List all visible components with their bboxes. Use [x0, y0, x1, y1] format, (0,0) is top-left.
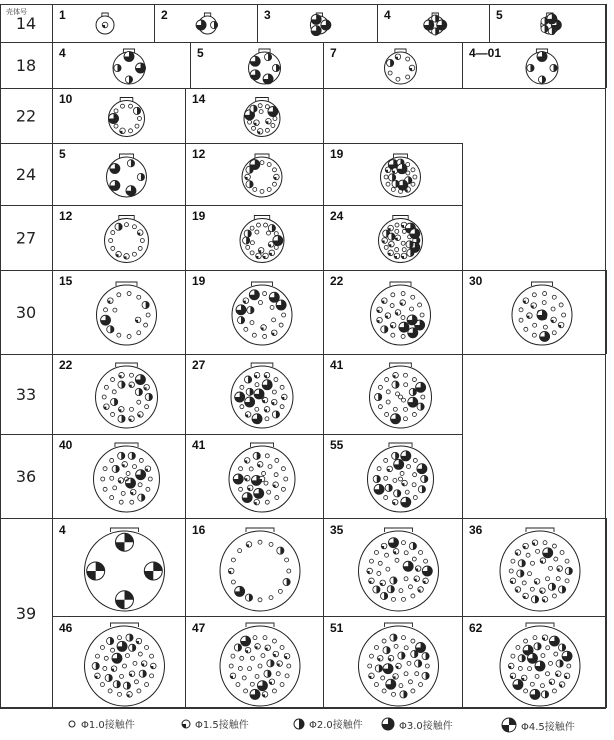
- connector-face: [381, 154, 421, 197]
- insert-number: 62: [469, 621, 483, 635]
- connector-face: [368, 443, 434, 512]
- legend-item-2: [180, 716, 249, 731]
- shell-size-label: 24: [15, 165, 37, 184]
- shell-size-label: 39: [15, 604, 37, 623]
- legend-label: Φ4.5接触件: [521, 721, 575, 733]
- connector-face: [105, 216, 149, 263]
- insert-number: 1: [59, 8, 66, 22]
- connector-face: [232, 282, 292, 345]
- shell-size-label: 27: [15, 228, 37, 248]
- connector-face: [512, 282, 572, 345]
- insert-number: 16: [192, 523, 206, 537]
- shell-size-label: 30: [15, 303, 37, 322]
- insert-number: 4: [384, 8, 391, 22]
- connector-face: [220, 623, 300, 706]
- connector-face: [96, 363, 158, 428]
- insert-number: 4: [59, 46, 66, 60]
- connector-face: [196, 13, 218, 34]
- connector-face: [541, 13, 561, 35]
- connector-face: [97, 282, 157, 345]
- contact-3-0-icon: [380, 716, 396, 732]
- contact-4-5-icon: [500, 716, 518, 734]
- insert-number: 41: [330, 358, 344, 372]
- insert-number: 3: [264, 8, 271, 22]
- connector-face: [242, 154, 282, 197]
- legend-label: Φ1.0接触件: [81, 720, 135, 731]
- legend: [0, 712, 614, 736]
- connector-face: [359, 528, 439, 611]
- insert-number: 5: [496, 8, 503, 22]
- insert-number: 40: [59, 438, 73, 452]
- legend-item-3: [292, 716, 363, 731]
- insert-number: 41: [192, 438, 206, 452]
- connector-face: [385, 49, 417, 84]
- insert-number: 10: [59, 92, 73, 106]
- corner-label: 壳体号: [6, 8, 27, 16]
- insert-number: 35: [330, 523, 344, 537]
- legend-label: Φ3.0接触件: [399, 720, 453, 732]
- shell-size-label: 14: [15, 14, 37, 33]
- insert-number: 7: [330, 46, 337, 60]
- connector-face: [220, 528, 300, 611]
- insert-number: 22: [330, 274, 344, 288]
- insert-number: 22: [59, 358, 73, 372]
- legend-item-1: [66, 716, 135, 731]
- connector-face: [379, 216, 423, 263]
- insert-number: 30: [469, 274, 483, 288]
- insert-number: 46: [59, 621, 73, 635]
- legend-label: Φ1.5接触件: [195, 720, 249, 731]
- insert-number: 55: [330, 438, 344, 452]
- insert-number: 2: [161, 8, 168, 22]
- insert-number: 14: [192, 92, 206, 106]
- contact-1-5-icon: [180, 718, 192, 730]
- insert-number: 5: [197, 46, 204, 60]
- connector-face: [85, 528, 165, 611]
- insert-number: 5: [59, 147, 66, 161]
- insert-number: 47: [192, 621, 206, 635]
- connector-face: [310, 13, 330, 36]
- insert-number: 24: [330, 209, 344, 223]
- contact-2-0-icon: [292, 717, 306, 731]
- connector-face: [371, 282, 431, 345]
- insert-number: 19: [330, 147, 344, 161]
- legend-label: Φ2.0接触件: [309, 720, 363, 731]
- connector-face: [249, 49, 281, 84]
- insert-number: 19: [192, 209, 206, 223]
- connector-face: [424, 13, 447, 35]
- insert-number: 15: [59, 274, 73, 288]
- connector-face: [109, 98, 145, 137]
- shell-size-label: 22: [15, 106, 37, 126]
- connector-face: [244, 98, 280, 137]
- insert-number: 4: [59, 523, 66, 537]
- connector-face: [85, 623, 165, 706]
- insert-number: 12: [192, 147, 206, 161]
- insert-number: 12: [59, 209, 73, 223]
- insert-number: 27: [192, 358, 206, 372]
- connector-face: [526, 49, 558, 84]
- insert-number: 4—01: [469, 46, 502, 60]
- connector-face: [231, 363, 293, 428]
- insert-number: 51: [330, 621, 344, 635]
- insert-number: 36: [469, 523, 483, 537]
- connector-face: [500, 623, 580, 706]
- shell-size-label: 18: [15, 56, 37, 75]
- connector-face: [240, 216, 284, 263]
- legend-item-5: [500, 716, 575, 734]
- connector-face: [113, 49, 146, 84]
- shell-size-label: 33: [15, 385, 37, 404]
- legend-item-4: [380, 716, 453, 732]
- connector-face: [107, 154, 147, 197]
- connector-face: [229, 443, 295, 512]
- connector-face: [359, 623, 439, 706]
- connector-face: [500, 528, 580, 611]
- contact-1-0-icon: [66, 718, 78, 730]
- insert-number: 19: [192, 274, 206, 288]
- connector-face: [370, 363, 432, 428]
- connector-face: [94, 443, 160, 512]
- shell-size-label: 36: [15, 467, 37, 486]
- connector-face: [96, 13, 114, 34]
